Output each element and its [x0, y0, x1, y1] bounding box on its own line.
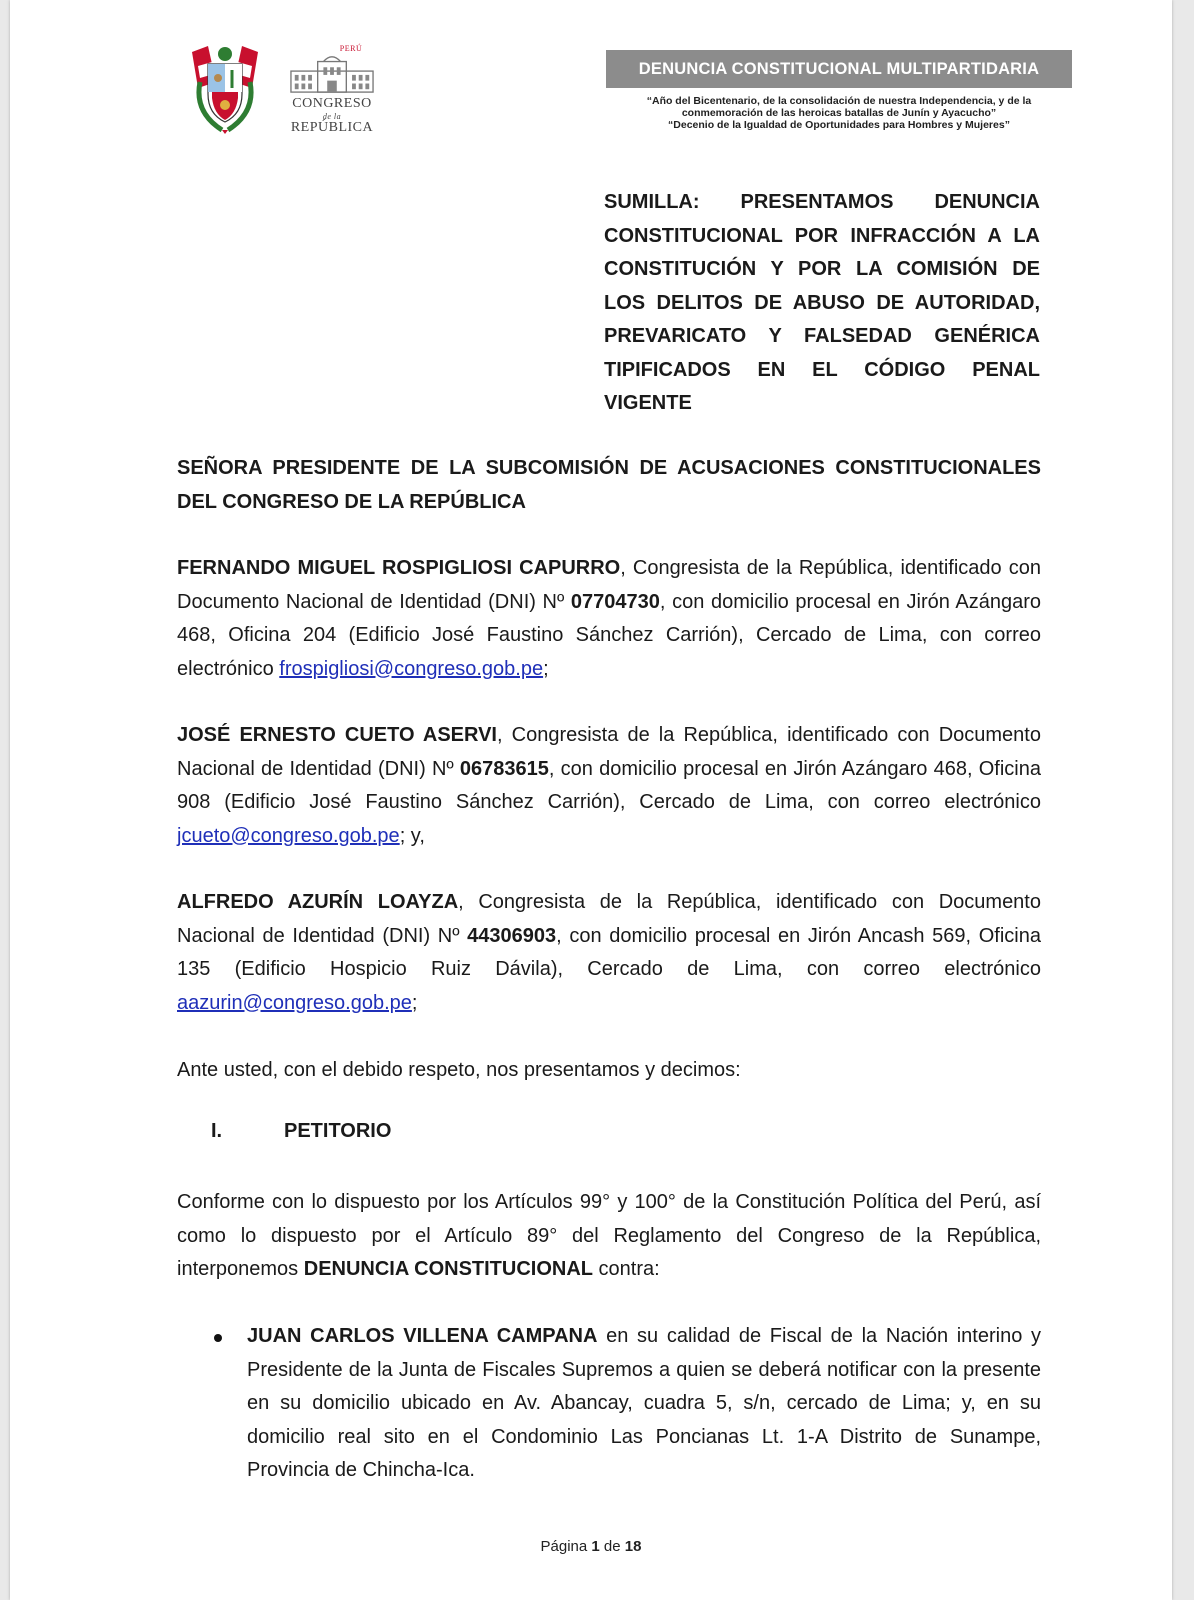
page-prefix: Página: [540, 1538, 592, 1555]
complainant-text: , Congresista de la República, identificado con Documento Nacional de Identidad (DNI) Nº: [177, 891, 1041, 947]
complainant-name: FERNANDO MIGUEL ROSPIGLIOSI CAPURRO: [177, 557, 621, 579]
complainant-paragraph: [177, 886, 1041, 1020]
section-number: I.: [211, 1120, 223, 1142]
motto-line-3: “Decenio de la Igualdad de Oportunidades para Hombres y Mujeres”: [668, 119, 1010, 131]
complainant-text: , con domicilio procesal en Jirón Azángaro 468, Oficina 908 (Edificio José Faustino Sánchez Carrión), Cercado de Lima, con correo electrónico: [177, 757, 1041, 813]
page-total: 18: [624, 1538, 642, 1555]
motto-line-1: “Año del Bicentenario, de la consolidación de nuestra Independencia, y de la: [646, 95, 1032, 107]
motto-line-2: conmemoración de las heroicas batallas de Junín y Ayacucho”: [681, 107, 997, 119]
page-middle: de: [599, 1538, 625, 1555]
complainant-paragraph: [177, 552, 1041, 686]
document-type-banner: DENUNCIA CONSTITUCIONAL MULTIPARTIDARIA: [606, 50, 1072, 88]
peru-coat-of-arms-icon: [186, 42, 264, 136]
addressee: SEÑORA PRESIDENTE DE LA SUBCOMISIÓN DE ACUSACIONES CONSTITUCIONALES DEL CONGRESO DE LA REPÚBLICA: [177, 457, 1041, 513]
intro-paragraph: Ante usted, con el debido respeto, nos presentamos y decimos:: [177, 1059, 741, 1081]
complainant-dni: 44306903: [467, 924, 557, 947]
congress-building-icon: [288, 52, 376, 94]
petitorio-text: Conforme con lo dispuesto por los Artículos 99° y 100° de la Constitución Política del Perú, así como lo dispuesto por el Artículo 89° del Reglamento del Congreso de la República, interponemos: [177, 1191, 1041, 1280]
page-number: [10, 1538, 1172, 1555]
petitorio-bold: DENUNCIA CONSTITUCIONAL: [303, 1258, 593, 1280]
complainant-end: ; y,: [399, 824, 425, 847]
complainant-dni: 07704730: [570, 590, 660, 613]
denounced-name: JUAN CARLOS VILLENA CAMPANA: [247, 1325, 598, 1347]
section-title: PETITORIO: [284, 1120, 392, 1142]
complainant-dni: 06783615: [459, 757, 549, 780]
denounced-text: en su calidad de Fiscal de la Nación interino y Presidente de la Junta de Fiscales Supremos a quien se deberá notificar con la presente en su domicilio ubicado en Av. Abancay, cuadra 5, s/n, cercado de Lima; y, en su domicilio real sito en el Condominio Las Poncianas Lt. 1-A Distrito de Sunampe, Provincia de Chincha-Ica.: [247, 1325, 1041, 1481]
email-link[interactable]: aazurin@congreso.gob.pe: [177, 991, 412, 1014]
sumilla: SUMILLA: PRESENTAMOS DENUNCIA CONSTITUCIONAL POR INFRACCIÓN A LA CONSTITUCIÓN Y POR LA COMISIÓN DE LOS DELITOS DE ABUSO DE AUTORIDAD, PREVARICATO Y FALSEDAD GENÉRICA TIPIFICADOS EN EL CÓDIGO PENAL VIGENTE: [604, 191, 1040, 414]
complainant-name: ALFREDO AZURÍN LOAYZA: [177, 891, 459, 913]
page-current: 1: [591, 1538, 600, 1555]
email-link[interactable]: jcueto@congreso.gob.pe: [177, 824, 400, 847]
logo-line3-text: REPÚBLICA: [290, 120, 374, 135]
complainant-text: , Congresista de la República, identificado con Documento Nacional de Identidad (DNI) Nº: [177, 724, 1041, 780]
section-heading: [211, 1120, 391, 1143]
complainant-end: ;: [543, 657, 549, 680]
logo-line1-text: CONGRESO: [292, 96, 372, 111]
year-motto: [606, 95, 1072, 131]
email-link[interactable]: frospigliosi@congreso.gob.pe: [279, 657, 544, 680]
complainant-text: , Congresista de la República, identificado con Documento Nacional de Identidad (DNI) Nº: [177, 557, 1042, 613]
congreso-logo: [278, 44, 386, 140]
petitorio-paragraph: [177, 1186, 1041, 1287]
complainant-text: , con domicilio procesal en Jirón Azángaro 468, Oficina 204 (Edificio José Faustino Sánchez Carrión), Cercado de Lima, con correo electrónico: [177, 590, 1041, 680]
complainant-end: ;: [411, 991, 418, 1014]
complainant-paragraph: [177, 719, 1041, 853]
complainant-name: JOSÉ ERNESTO CUETO ASERVI: [177, 724, 497, 746]
logo-country-text: PERÚ: [339, 44, 363, 53]
denounced-list-item: [247, 1320, 1041, 1488]
complainant-text: , con domicilio procesal en Jirón Ancash 569, Oficina 135 (Edificio Hospicio Ruiz Dávila), Cercado de Lima, con correo electrónico: [177, 924, 1041, 980]
logo-line2-text: de la: [322, 112, 342, 121]
bullet-icon: [214, 1334, 222, 1342]
document-page: [10, 0, 1172, 1600]
petitorio-text: contra:: [593, 1258, 660, 1280]
header-logos: [186, 42, 386, 142]
